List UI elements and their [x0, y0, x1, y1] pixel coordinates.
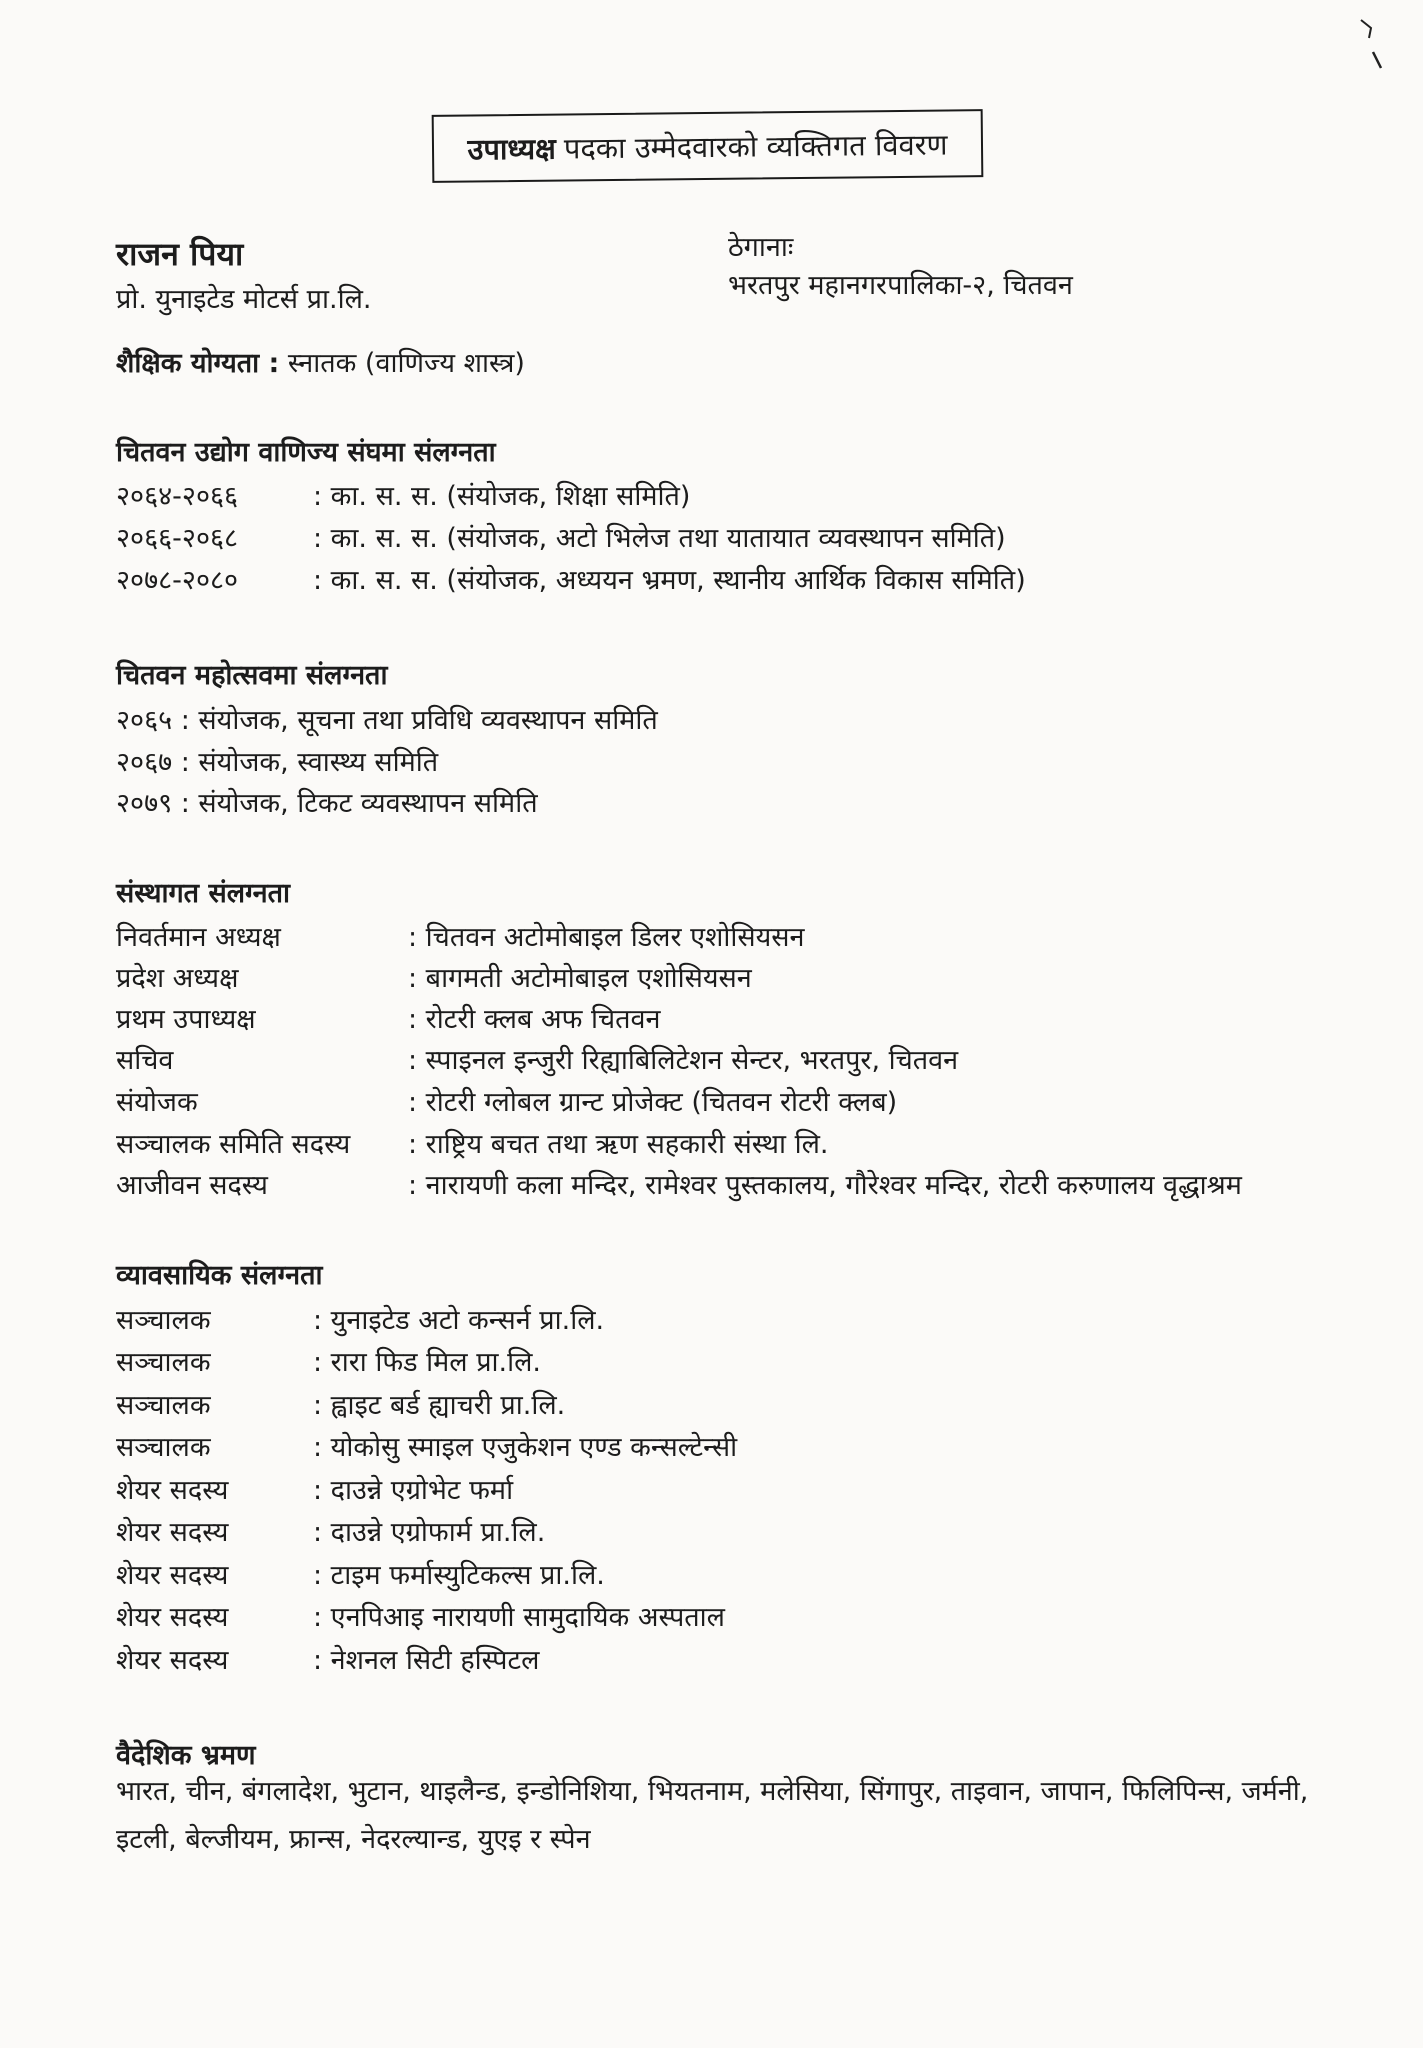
document-title — [432, 109, 984, 183]
institutional-role: निवर्तमान अध्यक्ष — [116, 922, 281, 953]
business-role: सञ्चालक — [116, 1305, 211, 1336]
institutional-org: : स्पाइनल इन्जुरी रिह्याबिलिटेशन सेन्टर, भरतपुर, चितवन — [408, 1045, 959, 1076]
chamber-row — [116, 476, 690, 513]
travel-countries: भारत, चीन, बंगलादेश, भुटान, थाइलैन्ड, इन्डोनिशिया, भियतनाम, मलेसिया, सिंगापुर, ताइवान, जापान, फिलिपिन्स, जर्मनी, इटली, बेल्जीयम, फ्रान्स, नेदरल्यान्ड, युएइ र स्पेन — [116, 1776, 1309, 1855]
business-role: शेयर सदस्य — [116, 1645, 229, 1676]
festival-heading: चितवन महोत्सवमा संलग्नता — [116, 660, 388, 691]
address-value: भरतपुर महानगरपालिका-२, चितवन — [728, 270, 1073, 301]
chamber-period: २०६४-२०६६ — [116, 481, 239, 512]
chamber-detail: : का. स. स. (संयोजक, शिक्षा समिति) — [313, 481, 691, 512]
institutional-org: : राष्ट्रिय बचत तथा ऋण सहकारी संस्था लि. — [408, 1129, 829, 1160]
institutional-role: संयोजक — [116, 1087, 198, 1118]
chamber-detail: : का. स. स. (संयोजक, अध्ययन भ्रमण, स्थानीय आर्थिक विकास समिति) — [313, 565, 1026, 596]
institutional-heading: संस्थागत संलग्नता — [116, 878, 290, 909]
festival-row: २०६५ : संयोजक, सूचना तथा प्रविधि व्यवस्थापन समिति — [116, 705, 658, 736]
chamber-detail: : का. स. स. (संयोजक, अटो भिलेज तथा यातायात व्यवस्थापन समिति) — [313, 523, 1006, 554]
title-bold: उपाध्यक्ष — [467, 131, 557, 167]
business-row — [116, 1470, 513, 1507]
institutional-org: : रोटरी ग्लोबल ग्रान्ट प्रोजेक्ट (चितवन रोटरी क्लब) — [408, 1087, 898, 1118]
education-label: शैक्षिक योग्यता : — [116, 348, 280, 379]
business-role: सञ्चालक — [116, 1347, 211, 1378]
business-org: : दाउन्ने एग्रोभेट फर्मा — [313, 1475, 514, 1506]
institutional-role: प्रदेश अध्यक्ष — [116, 963, 239, 994]
business-row — [116, 1385, 565, 1422]
business-row — [116, 1640, 539, 1677]
business-role: शेयर सदस्य — [116, 1602, 229, 1633]
institutional-org: : नारायणी कला मन्दिर, रामेश्वर पुस्तकालय, गौरेश्वर मन्दिर, रोटरी करुणालय वृद्धाश्रम — [408, 1170, 1242, 1201]
institutional-org: : चितवन अटोमोबाइल डिलर एशोसियसन — [408, 922, 805, 953]
business-role: शेयर सदस्य — [116, 1517, 229, 1548]
business-row — [116, 1597, 725, 1634]
chamber-period: २०६६-२०६८ — [116, 523, 239, 554]
business-role: सञ्चालक — [116, 1432, 211, 1463]
institutional-row — [116, 1165, 1242, 1202]
business-org: : एनपिआइ नारायणी सामुदायिक अस्पताल — [313, 1602, 725, 1633]
institutional-role: प्रथम उपाध्यक्ष — [116, 1004, 256, 1035]
institutional-row — [116, 958, 752, 995]
business-row — [116, 1300, 604, 1337]
education — [116, 343, 525, 380]
institutional-role: सचिव — [116, 1045, 174, 1076]
business-role: शेयर सदस्य — [116, 1475, 229, 1506]
business-org: : टाइम फर्मास्युटिकल्स प्रा.लि. — [313, 1560, 605, 1591]
business-org: : योकोसु स्माइल एजुकेशन एण्ड कन्सल्टेन्सी — [313, 1432, 738, 1463]
institutional-row — [116, 1124, 828, 1161]
institutional-row — [116, 917, 805, 954]
institutional-row — [116, 1082, 897, 1119]
business-org: : दाउन्ने एग्रोफार्म प्रा.लि. — [313, 1517, 546, 1548]
pen-mark — [1353, 14, 1383, 74]
chamber-period: २०७८-२०८० — [116, 565, 239, 596]
chamber-row — [116, 518, 1006, 555]
chamber-heading: चितवन उद्योग वाणिज्य संघमा संलग्नता — [116, 437, 496, 468]
business-row — [116, 1342, 541, 1379]
business-org: : ह्वाइट बर्ड ह्याचरी प्रा.लि. — [313, 1390, 566, 1421]
business-org: : रारा फिड मिल प्रा.लि. — [313, 1347, 542, 1378]
travel-heading: वैदेशिक भ्रमण — [116, 1740, 256, 1771]
institutional-org: : रोटरी क्लब अफ चितवन — [408, 1004, 661, 1035]
business-row — [116, 1427, 737, 1464]
institutional-org: : बागमती अटोमोबाइल एशोसियसन — [408, 963, 752, 994]
address-label: ठेगानाः — [728, 232, 794, 263]
candidate-position: प्रो. युनाइटेड मोटर्स प्रा.लि. — [116, 284, 372, 315]
education-value: स्नातक (वाणिज्य शास्त्र) — [287, 348, 525, 379]
festival-row: २०७९ : संयोजक, टिकट व्यवस्थापन समिति — [116, 788, 538, 819]
festival-row: २०६७ : संयोजक, स्वास्थ्य समिति — [116, 747, 439, 778]
title-rest: पदका उम्मेदवारको व्यक्तिगत विवरण — [563, 126, 948, 166]
business-row — [116, 1512, 545, 1549]
candidate-name: राजन पिया — [116, 235, 244, 273]
institutional-row — [116, 999, 661, 1036]
institutional-role: आजीवन सदस्य — [116, 1170, 268, 1201]
institutional-role: सञ्चालक समिति सदस्य — [116, 1129, 351, 1160]
chamber-row — [116, 560, 1026, 597]
business-heading: व्यावसायिक संलग्नता — [116, 1260, 323, 1291]
business-role: सञ्चालक — [116, 1390, 211, 1421]
business-org: : नेशनल सिटी हस्पिटल — [313, 1645, 540, 1676]
business-row — [116, 1555, 605, 1592]
business-role: शेयर सदस्य — [116, 1560, 229, 1591]
business-org: : युनाइटेड अटो कन्सर्न प्रा.लि. — [313, 1305, 605, 1336]
institutional-row — [116, 1040, 958, 1077]
